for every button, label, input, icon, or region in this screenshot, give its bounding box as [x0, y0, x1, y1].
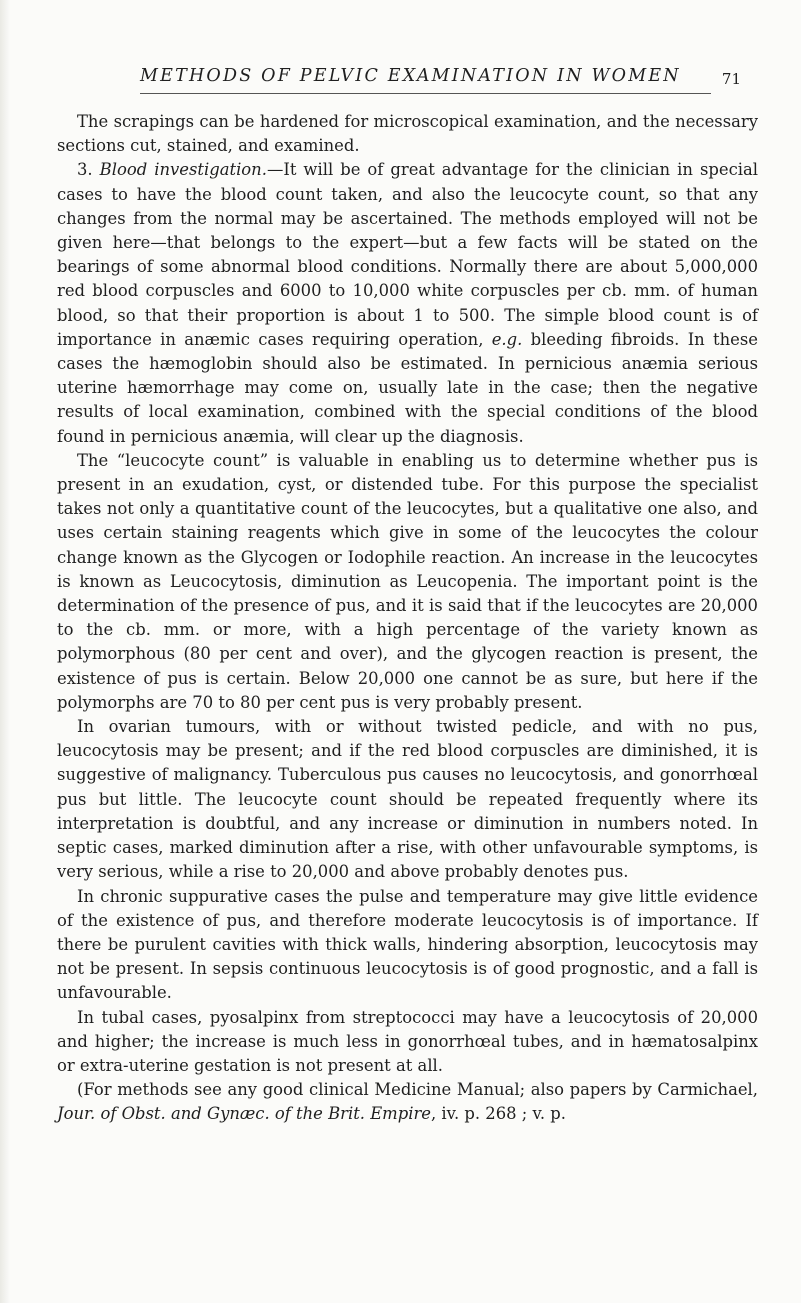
header-rule [140, 93, 711, 94]
paragraph-text: In tubal cases, pyosalpinx from streptococci may have a leucocytosis of 20,000 and higher; the increase is much less in gonorrhœal tubes, and in hæmatosalpinx or extra-uterine gestation is not present at all. [57, 1007, 758, 1075]
eg-abbreviation: e.g. [491, 329, 523, 349]
section-number: 3. [77, 160, 100, 180]
paragraph-text-continued: bleeding fibroids. In these cases the hæmoglobin should also be estimated. In pernicious anæmia serious uterine hæmorrhage may come on, usually late in the case; then the negative results of local examination, combined with the special conditions of the blood found in pernicious anæmia, will clear up the diagnosis. [57, 329, 758, 446]
citation-text: , iv. p. 268 ; v. p. [431, 1104, 566, 1124]
paragraph-text: The scrapings can be hardened for microscopical examination, and the necessary sections cut, stained, and examined. [57, 112, 758, 156]
page-number: 71 [721, 70, 741, 88]
running-title: METHODS OF PELVIC EXAMINATION IN WOMEN [140, 66, 681, 86]
section-heading: Blood investigation. [99, 160, 267, 180]
paragraph-text: The “leucocyte count” is valuable in enabling us to determine whether pus is present in an exudation, cyst, or distended tube. For this purpose the specialist takes not only a quantitative count of the leucocytes, but a qualitative one also, and uses certain staining reagents which give in some of the leucocytes the colour change known as the Glycogen or Iodophile reaction. An increase in the leucocytes is known as Leucocytosis, diminution as Leucopenia. The important point is the determination of the presence of pus, and it is said that if the leucocytes are 20,000 to the cb. mm. or more, with a high percentage of the variety known as polymorphous (80 per cent and over), and the glycogen reaction is present, the existence of pus is certain. Below 20,000 one cannot be as sure, but here if the polymorphs are 70 to 80 per cent pus is very probably present. [57, 450, 758, 712]
paragraph-leucocyte-count [57, 449, 758, 715]
paragraph-blood-investigation [57, 158, 758, 448]
paragraph-ovarian-tumours [57, 715, 758, 884]
page-spine-shadow [0, 0, 10, 1303]
paragraph-text: (For methods see any good clinical Medicine Manual; also papers by Carmichael, [77, 1080, 758, 1100]
paragraph-text: —It will be of great advantage for the clinician in special cases to have the blood count taken, and also the leucocyte count, so that any changes from the normal may be ascertained. The methods employed will not be given here—that belongs to the expert—but a few facts will be stated on the bearings of some abnormal blood conditions. Normally there are about 5,000,000 red blood corpuscles and 6000 to 10,000 white corpuscles per cb. mm. of human blood, so that their proportion is about 1 to 500. The simple blood count is of importance in anæmic cases requiring operation, [57, 160, 759, 349]
paragraph-tubal-cases [57, 1006, 758, 1079]
journal-title: Jour. of Obst. and Gynæc. of the Brit. Empire [57, 1104, 431, 1124]
paragraph-chronic-suppurative [57, 885, 758, 1006]
paragraph-text: In chronic suppurative cases the pulse and temperature may give little evidence of the existence of pus, and therefore moderate leucocytosis is of importance. If there be purulent cavities with thick walls, hindering absorption, leucocytosis may not be present. In sepsis continuous leucocytosis is of good prognostic, and a fall is unfavourable. [57, 886, 758, 1003]
paragraph-scrapings [57, 110, 758, 158]
body-text [57, 110, 758, 1127]
page-header [140, 66, 741, 94]
paragraph-methods-reference [57, 1078, 758, 1126]
paragraph-text: In ovarian tumours, with or without twisted pedicle, and with no pus, leucocytosis may be present; and if the red blood corpuscles are diminished, it is suggestive of malignancy. Tuberculous pus causes no leucocytosis, and gonorrhœal pus but little. The leucocyte count should be repeated frequently where its interpretation is doubtful, and any increase or diminution in numbers noted. In septic cases, marked diminution after a rise, with other unfavourable symptoms, is very serious, while a rise to 20,000 and above probably denotes pus. [57, 717, 758, 882]
